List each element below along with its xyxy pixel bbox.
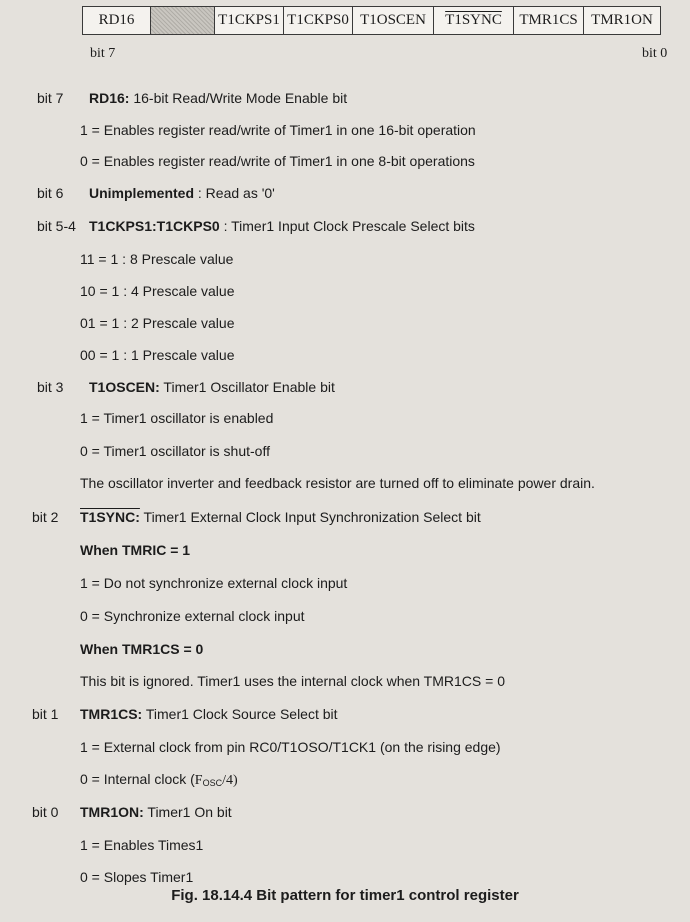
bit-label: bit 1 — [32, 706, 59, 722]
bit-description-tmr1cs — [80, 705, 338, 723]
note-line: The oscillator inverter and feedback resistor are turned off to eliminate power drain. — [80, 475, 595, 491]
option-line: 1 = Enables Times1 — [80, 837, 204, 853]
field-desc: Timer1 Clock Source Select bit — [142, 706, 338, 722]
bit-description-tmr1on — [80, 803, 232, 821]
bit-label: bit 5-4 — [37, 218, 76, 234]
option-line: 0 = Synchronize external clock input — [80, 608, 305, 624]
figure-caption: Fig. 18.14.4 Bit pattern for timer1 control register — [171, 887, 519, 904]
bit-label: bit 7 — [37, 90, 64, 106]
field-desc: 16-bit Read/Write Mode Enable bit — [129, 90, 348, 106]
bit-description-rd16 — [89, 89, 347, 107]
option-line: 11 = 1 : 8 Prescale value — [80, 251, 234, 267]
option-line: 01 = 1 : 2 Prescale value — [80, 315, 235, 331]
option-line: 0 = Enables register read/write of Timer1 in one 8-bit operations — [80, 153, 475, 169]
register-cell-t1ckps0: T1CKPS0 — [284, 7, 353, 34]
bit-0-label: bit 0 — [642, 46, 668, 61]
option-line: 0 = Slopes Timer1 — [80, 869, 194, 885]
register-cell-unimplemented — [151, 7, 215, 34]
field-desc: : Timer1 Input Clock Prescale Select bits — [219, 218, 475, 234]
bit-description-t1sync — [80, 508, 481, 526]
bit-description-unimplemented — [89, 184, 275, 202]
option-line-formula — [80, 770, 238, 792]
formula-prefix: 0 = Internal clock ( — [80, 771, 195, 787]
field-name: RD16: — [89, 90, 130, 106]
note-line: This bit is ignored. Timer1 uses the internal clock when TMR1CS = 0 — [80, 673, 505, 689]
option-line: 1 = Timer1 oscillator is enabled — [80, 410, 274, 426]
field-desc: Timer1 External Clock Input Synchronization Select bit — [139, 509, 481, 525]
field-name: T1CKPS1:T1CKPS0 — [89, 218, 220, 234]
formula-tail: /4) — [222, 773, 238, 788]
field-desc: : Read as '0' — [194, 185, 275, 201]
field-desc: Timer1 On bit — [143, 804, 232, 820]
register-cell-t1ckps1: T1CKPS1 — [215, 7, 284, 34]
condition-heading: When TMRIC = 1 — [80, 542, 191, 558]
formula-main: F — [194, 773, 203, 788]
bit-7-label: bit 7 — [90, 46, 116, 61]
bit-description-t1oscen — [89, 378, 335, 396]
option-line: 1 = Do not synchronize external clock input — [80, 575, 348, 591]
register-cell-t1oscen: T1OSCEN — [353, 7, 434, 34]
field-name: T1OSCEN: — [89, 379, 160, 395]
formula-sub: OSC — [202, 778, 223, 788]
field-name: TMR1ON: — [80, 804, 144, 820]
option-line: 1 = External clock from pin RC0/T1OSO/T1CK1 (on the rising edge) — [80, 739, 501, 755]
register-cell-tmr1on: TMR1ON — [591, 12, 653, 28]
option-line: 10 = 1 : 4 Prescale value — [80, 283, 235, 299]
register-cell-rd16: RD16 — [83, 7, 151, 34]
condition-heading: When TMR1CS = 0 — [80, 641, 204, 657]
bit-label: bit 3 — [37, 379, 64, 395]
bit-description-t1ckps — [89, 217, 475, 235]
field-desc: Timer1 Oscillator Enable bit — [159, 379, 335, 395]
bit-label: bit 0 — [32, 804, 59, 820]
register-table — [82, 6, 661, 35]
option-line: 0 = Timer1 oscillator is shut-off — [80, 443, 270, 459]
field-name: TMR1CS: — [80, 706, 143, 722]
bit-label: bit 6 — [37, 185, 64, 201]
bit-label: bit 2 — [32, 509, 59, 525]
register-cell-t1sync: T1SYNC — [434, 7, 514, 34]
field-name: Unimplemented — [89, 185, 195, 201]
option-line: 00 = 1 : 1 Prescale value — [80, 347, 235, 363]
option-line: 1 = Enables register read/write of Timer1 in one 16-bit operation — [80, 122, 476, 138]
field-name: T1SYNC: — [80, 509, 140, 525]
register-cell-tmr1cs: TMR1CS — [514, 7, 584, 34]
